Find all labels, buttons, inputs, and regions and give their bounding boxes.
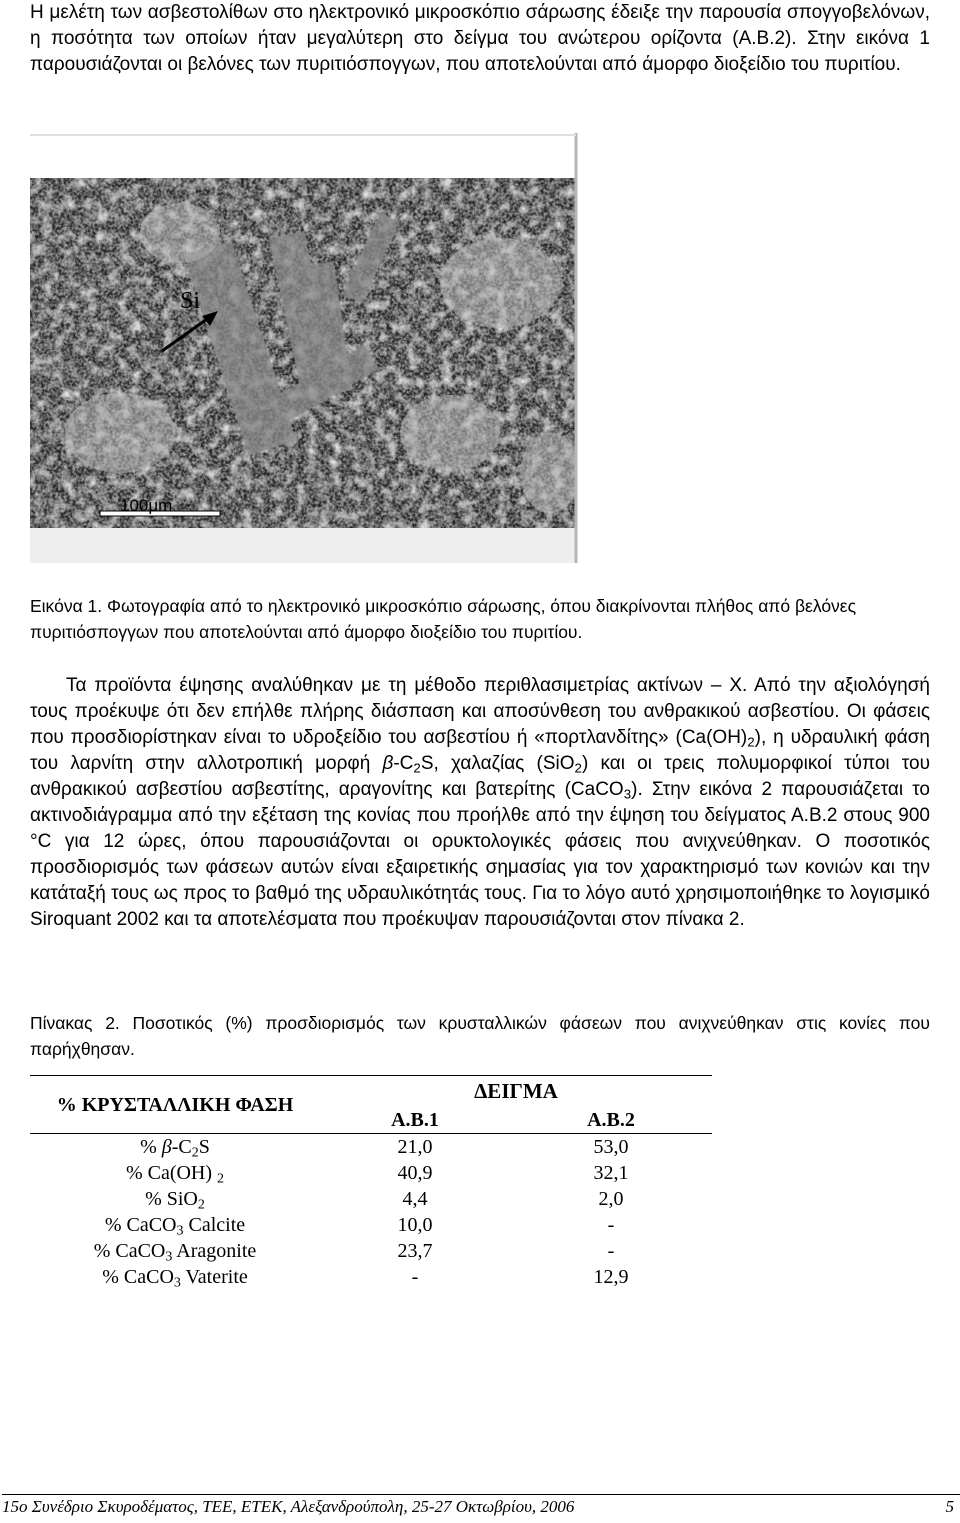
table-row <box>30 1186 712 1212</box>
footer-conference: 15ο Συνέδριο Σκυροδέματος, ΤΕΕ, ΕΤΕΚ, Αλεξανδρούπολη, 25-27 Οκτωβρίου, 2006 <box>2 1497 575 1516</box>
value-ab1: 40,9 <box>397 1162 433 1184</box>
page-number: 5 <box>945 1497 954 1516</box>
value-ab2: - <box>607 1214 615 1236</box>
scale-bar-label: 100μm <box>120 496 173 515</box>
col-header-ab1: A.B.1 <box>320 1106 510 1134</box>
table-row <box>30 1238 712 1264</box>
phase-name: % Ca(OH) $_2$ <box>125 1162 225 1187</box>
value-ab2: - <box>607 1240 615 1262</box>
results-paragraph: Τα προϊόντα έψησης αναλύθηκαν με τη μέθοδο περιθλασιμετρίας ακτίνων – Χ. Από την αξιολόγησή τους προέκυψε ότι δεν επήλθε πλήρης διάσπαση και αποσύνθεση του ανθρακικού ασβεστίου. Οι φάσεις που προσδιορίστηκαν είναι το υδροξείδιο του ασβεστίου ή «πορτλανδίτης» $(Ca(OH)_2)$, η υδραυλική φάση του λαρνίτη στην αλλοτροπική μορφή $\beta-C_2S$, χαλαζίας (SiO$_2$) και οι τρεις πολυμορφικοί τύποι του ανθρακικού ασβεστίου ασβεστίτης, αραγονίτης και βατερίτης (CaCO$_3$). Στην εικόνα 2 παρουσιάζεται το ακτινοδιάγραμμα από την εξέταση της κονίας που προήλθε από την έψηση του δείγματος Α.Β.2 στους 900 °C για 12 ώρες, όπου παρουσιάζονται οι ορυκτολογικές φάσεις που ανιχνεύθηκαν. Ο ποσοτικός προσδιορισμός των φάσεων αυτών είναι εξαιρετικής σημασίας για τον χαρακτηρισμό των κονιών και την κατάταξή τους ως προς το βαθμό της υδραυλικότητάς τους. Για το λόγο αυτό χρησιμοποιήθηκε το λογισμικό Siroquant 2002 και τα αποτελέσματα που προέκυψαν παρουσιάζονται στον πίνακα 2. <box>30 675 930 930</box>
value-ab1: - <box>411 1266 419 1288</box>
phase-name: % CaCO$_3$ Aragonite <box>93 1240 257 1265</box>
footer-rule <box>2 1494 960 1495</box>
value-ab1: 21,0 <box>397 1136 433 1158</box>
sample-header: ΔΕΙΓΜΑ <box>320 1076 712 1107</box>
phase-name: % SiO$_2$ <box>145 1188 205 1213</box>
phase-name: % CaCO$_3$ Calcite <box>104 1214 246 1239</box>
table-row <box>30 1134 712 1161</box>
value-ab2: 53,0 <box>593 1136 629 1158</box>
value-ab2: 12,9 <box>593 1266 629 1288</box>
intro-paragraph: Η μελέτη των ασβεστολίθων στο ηλεκτρονικό μικροσκόπιο σάρωσης έδειξε την παρουσία σπογγοβελόνων, η ποσότητα των οποίων ήταν μεγαλύτερη στο δείγμα του ανώτερου ορίζοντα (A.B.2). Στην εικόνα 1 παρουσιάζονται οι βελόνες των πυριτιόσπογγων, που αποτελούνται από άμορφο διοξείδιο του πυριτίου. <box>30 2 930 75</box>
table-row <box>30 1212 712 1238</box>
si-label: Si <box>180 288 201 314</box>
figure-caption: Εικόνα 1. Φωτογραφία από το ηλεκτρονικό μικροσκόπιο σάρωσης, όπου διακρίνονται πλήθος από βελόνες πυριτιόσπογγων που αποτελούνται από άμορφο διοξείδιο του πυριτίου. <box>30 596 857 642</box>
value-ab1: 4,4 <box>402 1188 428 1210</box>
value-ab1: 10,0 <box>397 1214 433 1236</box>
value-ab2: 32,1 <box>593 1162 629 1184</box>
phase-name: % CaCO$_3$ Vaterite <box>102 1266 248 1291</box>
table-row <box>30 1160 712 1186</box>
phase-header: % ΚΡΥΣΤΑΛΛΙΚΗ ΦΑΣΗ <box>30 1076 320 1134</box>
value-ab2: 2,0 <box>598 1188 624 1210</box>
table-row <box>30 1264 712 1290</box>
phase-table <box>30 1075 712 1290</box>
sem-micrograph <box>30 133 580 568</box>
value-ab1: 23,7 <box>397 1240 433 1262</box>
col-header-ab2: A.B.2 <box>510 1106 712 1134</box>
phase-name: % $\beta-C_2S$ <box>140 1136 210 1161</box>
table-caption: Πίνακας 2. Ποσοτικός (%) προσδιορισμός των κρυσταλλικών φάσεων που ανιχνεύθηκαν στις κονίες που παρήχθησαν. <box>30 1013 930 1059</box>
